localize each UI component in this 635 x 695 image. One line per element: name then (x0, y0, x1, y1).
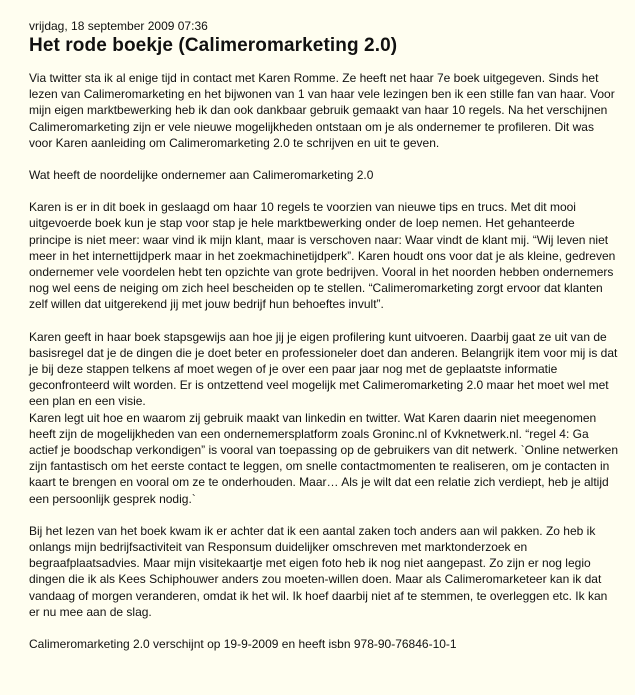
post-title: Het rode boekje (Calimeromarketing 2.0) (29, 35, 398, 56)
paragraph-intro: Via twitter sta ik al enige tijd in contact met Karen Romme. Ze heeft net haar 7e boek uitgegeven. Sinds het lezen van Calimeromarketing en het bijwonen van 1 van haar vele lezingen ben ik een stille fan van haar. Voor mijn eigen marktbewerking heb ik dan ook dankbaar gebruik gemaakt van haar 10 regels. Na het verschijnen Calimeromarketing zijn er vele nieuwe mogelijkheden ontstaan om je als ondernemer te profileren. Dit was voor Karen aanleiding om Calimeromarketing 2.0 te schrijven en uit te geven. (29, 71, 615, 150)
paragraph-networks: Karen legt uit hoe en waarom zij gebruik maakt van linkedin en twitter. Wat Karen daarin niet meegenomen heeft zijn de mogelijkheden van een ondernemersplatform zoals Groninc.nl of Kvknetwerk.nl. “regel 4: Ga actief je boodschap verkondigen” is vooral van toepassing op de gebruikers van dit netwerk. `Online netwerken zijn fantastisch om het eerste contact te leggen, om snelle contactmomenten te realiseren, om je contacten in kaart te brengen en vooral om ze te onderhouden. Maar… Als je wilt dat een relatie zich verdiept, heb je altijd een persoonlijk gesprek nodig.` (29, 410, 619, 506)
post-date: vrijdag, 18 september 2009 07:36 (29, 19, 208, 33)
post-body (29, 70, 619, 652)
blog-post (29, 19, 619, 668)
paragraph-profiling: Karen geeft in haar boek stapsgewijs aan hoe jij je eigen profilering kunt uitvoeren. Daarbij gaat ze uit van de basisregel dat je de dingen die je doet beter en professioneler doet dan anderen. Belangrijk item voor mij is dat je bij deze stappen telkens af moet wegen of je over een paar jaar nog met de geplaatste informatie geconfronteerd wilt worden. Er is ontzettend veel mogelijk met Calimeromarketing 2.0 maar het moet wel met een plan en een visie. (29, 329, 618, 409)
paragraph-isbn: Calimeromarketing 2.0 verschijnt op 19-9-2009 en heeft isbn 978-90-76846-10-1 (29, 637, 457, 652)
paragraph-question: Wat heeft de noordelijke ondernemer aan Calimeromarketing 2.0 (29, 168, 374, 183)
paragraph-rules: Karen is er in dit boek in geslaagd om haar 10 regels te voorzien van nieuwe tips en trucs. Met dit mooi uitgevoerde boek kun je stap voor stap je hele marktbewerking onder de loep nemen. Het gehanteerde principe is niet meer: waar vind ik mijn klant, maar is verschoven naar: Waar vindt de klant mij. “Wij leven niet meer in het internettijdperk maar in het zoekmachinetijdperk”. Karen houdt ons voor dat je als kleine, gedreven ondernemer vele voordelen hebt ten opzichte van grote bedrijven. Vooral in het noorden hebben ondernemers nog wel eens de neiging om zich heel bescheiden op te stellen. “Calimeromarketing zorgt ervoor dat klanten zelf willen dat uitgerekend jij met jouw bedrijf hun behoeftes invult”. (29, 200, 616, 312)
paragraph-reflection: Bij het lezen van het boek kwam ik er achter dat ik een aantal zaken toch anders aan wil pakken. Zo heb ik onlangs mijn bedrijfsactiviteit van Responsum duidelijker omschreven met marktonderzoek en begraafplaatsadvies. Maar mijn visitekaartje met eigen foto heb ik nog niet aangepast. Zo zijn er nog legio dingen die ik als Kees Schiphouwer anders zou moeten-willen doen. Maar als Calimeromarketeer kan ik dat vandaag of morgen veranderen, omdat ik het wil. Ik hoef daarbij niet af te stemmen, te overleggen etc. Ik kan er nu mee aan de slag. (29, 523, 608, 619)
